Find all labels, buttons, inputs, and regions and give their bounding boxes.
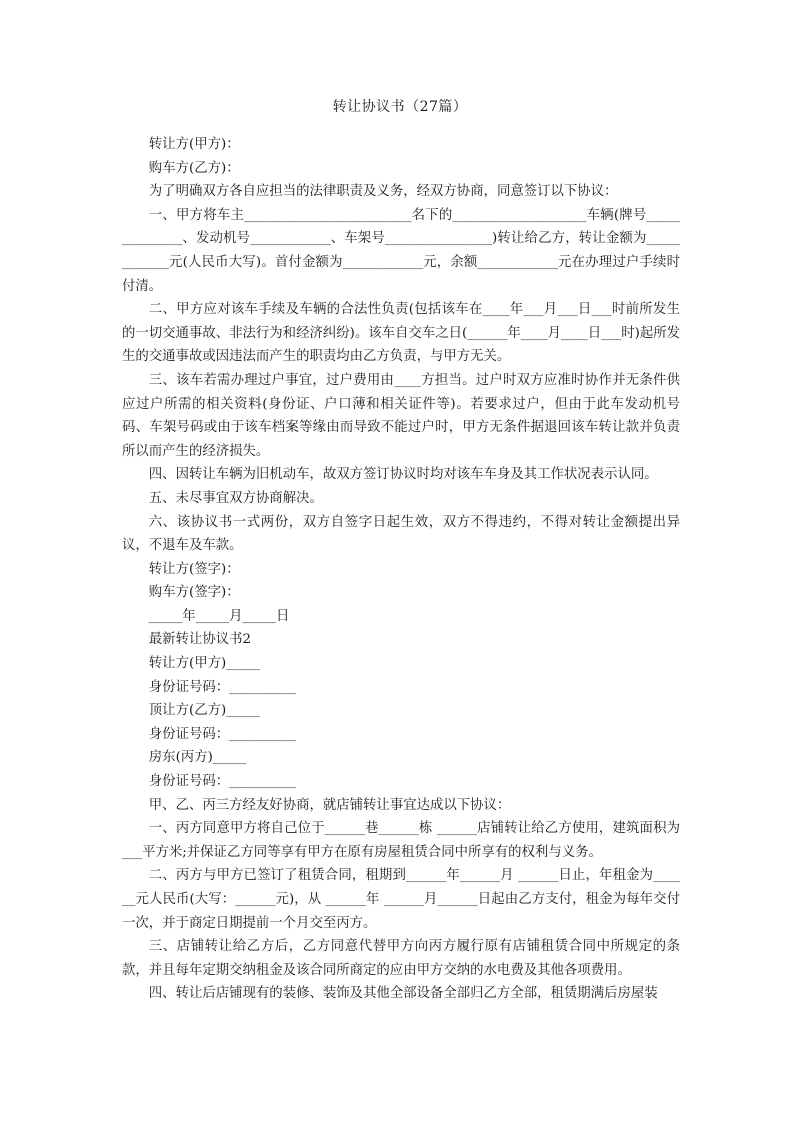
party-line: 房东(丙方)_____ (148, 750, 247, 766)
paragraph: 四、因转让车辆为旧机动车，故双方签订协议时均对该车车身及其工作状况表示认同。 (148, 467, 658, 483)
paragraph: 四、转让后店铺现有的装修、装饰及其他全部设备全部归乙方全部，租赁期满后房屋装 (148, 986, 658, 1002)
signature-line: 购车方(签字)： (148, 585, 240, 601)
paragraph: 一、丙方同意甲方将自己位于______巷______栋 ______店铺转让给乙方使用，建筑面积为___平方米;并保证乙方同等享有甲方在原有房屋租赁合同中所享有的权利与义务。 (122, 821, 680, 860)
id-number-line: 身份证号码：__________ (148, 726, 297, 742)
id-number-line: 身份证号码：__________ (148, 774, 297, 790)
document-body (122, 133, 680, 1006)
paragraph: 一、甲方将车主_________________________名下的____________________车辆(牌号______________、发动机号____________、车架号________________)转让给乙方，转让金额为____________元(人民币大写)。首付金额为____________元，余额____________元在办理过户手续时付清。 (122, 207, 680, 294)
paragraph: 三、店铺转让给乙方后，乙方同意代替甲方向丙方履行原有店铺租赁合同中所规定的条款，并且每年定期交纳租金及该合同所商定的应由甲方交纳的水电费及其他各项费用。 (122, 939, 680, 978)
id-number-line: 身份证号码：__________ (148, 679, 297, 695)
paragraph: 转让方(甲方)： (148, 137, 240, 152)
paragraph: 甲、乙、丙三方经友好协商，就店铺转让事宜达成以下协议： (148, 797, 511, 813)
paragraph: 购车方(乙方)： (148, 160, 240, 176)
paragraph: 五、未尽事宜双方协商解决。 (148, 490, 323, 506)
date-line: _____年_____月_____日 (148, 608, 290, 624)
paragraph: 二、甲方应对该车手续及车辆的合法性负责(包括该车在____年___月___日___时前所发生的一切交通事故、非法行为和经济纠纷)。该车自交车之日(______年____月____日___时)起所发生的交通事故或因违法而产生的职责均由乙方负责，与甲方无关。 (122, 302, 680, 365)
paragraph: 三、该车若需办理过户事宜，过户费用由____方担当。过户时双方应准时协作并无条件供应过户所需的相关资料(身份证、户口薄和相关证件等)。若要求过户，但由于此车发动机号码、车架号码或由于该车档案等缘由而导致不能过户时，甲方无条件据退回该车转让款并负责所以而产生的经济损失。 (122, 372, 680, 459)
paragraph: 为了明确双方各自应担当的法律职责及义务，经双方协商，同意签订以下协议： (148, 184, 618, 200)
paragraph: 六、该协议书一式两份，双方自签字日起生效，双方不得违约，不得对转让金额提出异议，不退车及车款。 (122, 514, 680, 554)
party-line: 顶让方(乙方)_____ (148, 703, 260, 719)
document-title: 转让协议书（27篇） (332, 99, 468, 115)
signature-line: 转让方(签字)： (148, 561, 240, 577)
party-line: 转让方(甲方)_____ (148, 656, 260, 672)
paragraph: 二、丙方与甲方已签订了租赁合同，租期到______年______月 ______日止，年租金为______元人民币(大写：______元)，从 ______年 ______月______日起由乙方支付，租金为每年交付一次，并于商定日期提前一个月交至丙方。 (122, 868, 680, 931)
section-heading: 最新转让协议书2 (148, 632, 252, 648)
